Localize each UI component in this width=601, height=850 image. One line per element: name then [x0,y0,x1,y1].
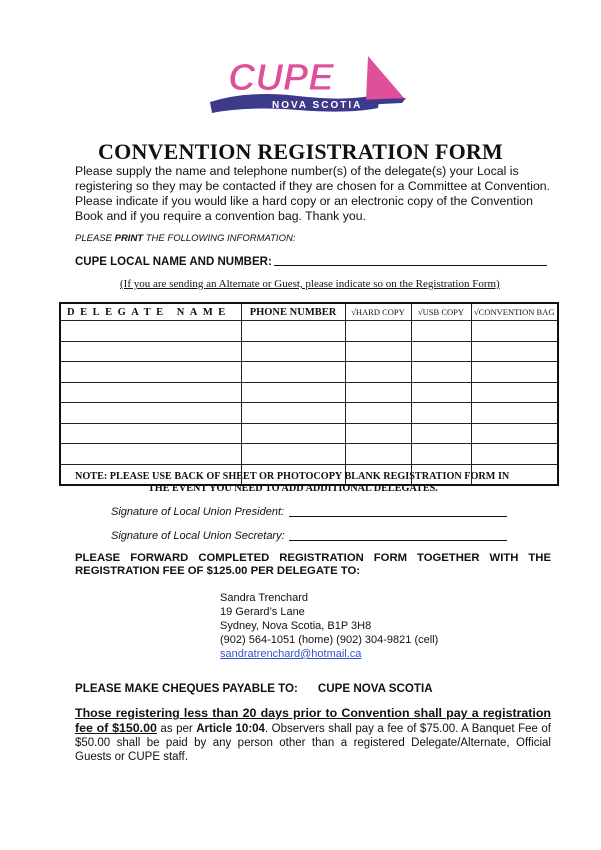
table-row [60,444,558,465]
phone-number-cell[interactable] [241,382,345,403]
table-row [60,341,558,362]
header-usb-copy: √USB COPY [411,303,471,321]
phone-number-cell[interactable] [241,341,345,362]
phone-number-cell[interactable] [241,321,345,342]
usb-copy-cell[interactable] [411,321,471,342]
print-instruction: PLEASE PRINT THE FOLLOWING INFORMATION: [75,233,296,244]
convention-bag-cell[interactable] [471,444,558,465]
alternate-note: (If you are sending an Alternate or Guest, please indicate so on the Registration Form) [120,278,500,290]
president-signature-field[interactable] [289,516,507,517]
forward-instructions: PLEASE FORWARD COMPLETED REGISTRATION FORM TOGETHER WITH THE REGISTRATION FEE OF $125.00 PER DELEGATE TO: [75,552,551,577]
usb-copy-cell[interactable] [411,382,471,403]
hard-copy-cell[interactable] [345,321,411,342]
usb-copy-cell[interactable] [411,423,471,444]
header-hard-copy: √HARD COPY [345,303,411,321]
local-name-field[interactable] [274,265,547,266]
phone-number-cell[interactable] [241,423,345,444]
delegate-name-cell[interactable] [60,423,241,444]
usb-copy-cell[interactable] [411,444,471,465]
usb-copy-cell[interactable] [411,403,471,424]
delegate-name-cell[interactable] [60,444,241,465]
intro-paragraph: Please supply the name and telephone number(s) of the delegate(s) your Local is registering so they may be contacted if they are chosen for a Committee at Convention. Please indicate if you would like a hard copy or an electronic copy of the Convention Book and if you require a convention bag. Thank you. [75,164,551,223]
delegate-name-cell[interactable] [60,362,241,383]
table-row [60,321,558,342]
hard-copy-cell[interactable] [345,382,411,403]
convention-bag-cell[interactable] [471,382,558,403]
additional-delegates-note: NOTE: PLEASE USE BACK OF SHEET OR PHOTOCOPY BLANK REGISTRATION FORM IN THE EVENT YOU NEED TO ADD ADDITIONAL DELEGATES. [75,471,510,494]
table-row [60,362,558,383]
hard-copy-cell[interactable] [345,423,411,444]
convention-bag-cell[interactable] [471,423,558,444]
local-name-label: CUPE LOCAL NAME AND NUMBER: [75,256,272,268]
usb-copy-cell[interactable] [411,362,471,383]
logo-wordmark: CUPE [228,57,334,99]
mailing-address [220,591,438,661]
hard-copy-cell[interactable] [345,362,411,383]
president-signature-label: Signature of Local Union President: [111,506,285,518]
table-row [60,403,558,424]
email-link[interactable]: sandratrenchard@hotmail.ca [220,648,362,660]
logo-subtitle: NOVA SCOTIA [272,100,363,111]
table-row [60,423,558,444]
table-header-row [60,303,558,321]
header-delegate-name: DELEGATE NAME [60,303,241,321]
hard-copy-cell[interactable] [345,403,411,424]
address-name: Sandra Trenchard [220,592,309,604]
hard-copy-cell[interactable] [345,341,411,362]
address-phones: (902) 564-1051 (home) (902) 304-9821 (cell) [220,634,439,646]
convention-bag-cell[interactable] [471,341,558,362]
form-title: CONVENTION REGISTRATION FORM [98,139,503,164]
delegate-name-cell[interactable] [60,341,241,362]
convention-bag-cell[interactable] [471,321,558,342]
convention-bag-cell[interactable] [471,403,558,424]
convention-bag-cell[interactable] [471,362,558,383]
delegate-table [59,302,559,486]
secretary-signature-label: Signature of Local Union Secretary: [111,530,285,542]
header-phone-number: PHONE NUMBER [241,303,345,321]
delegate-name-cell[interactable] [60,321,241,342]
cheques-payable: PLEASE MAKE CHEQUES PAYABLE TO: CUPE NOVA SCOTIA [75,682,433,695]
late-registration-policy: Those registering less than 20 days prior to Convention shall pay a registration fee of $150.00 as per Article 10:04. Observers shall pay a fee of $75.00. A Banquet Fee of $50.00 shall be paid by any person other than a registered Delegate/Alternate, Official Guests or CUPE staff. [75,706,552,763]
secretary-signature-field[interactable] [289,540,507,541]
phone-number-cell[interactable] [241,362,345,383]
hard-copy-cell[interactable] [345,444,411,465]
usb-copy-cell[interactable] [411,341,471,362]
address-street: 19 Gerard’s Lane [220,606,305,618]
header-convention-bag: √CONVENTION BAG [471,303,558,321]
phone-number-cell[interactable] [241,444,345,465]
logo-sail [366,56,404,100]
delegate-name-cell[interactable] [60,382,241,403]
address-city: Sydney, Nova Scotia, B1P 3H8 [220,620,372,632]
phone-number-cell[interactable] [241,403,345,424]
cupe-nova-scotia-logo [208,50,408,116]
delegate-name-cell[interactable] [60,403,241,424]
table-row [60,382,558,403]
